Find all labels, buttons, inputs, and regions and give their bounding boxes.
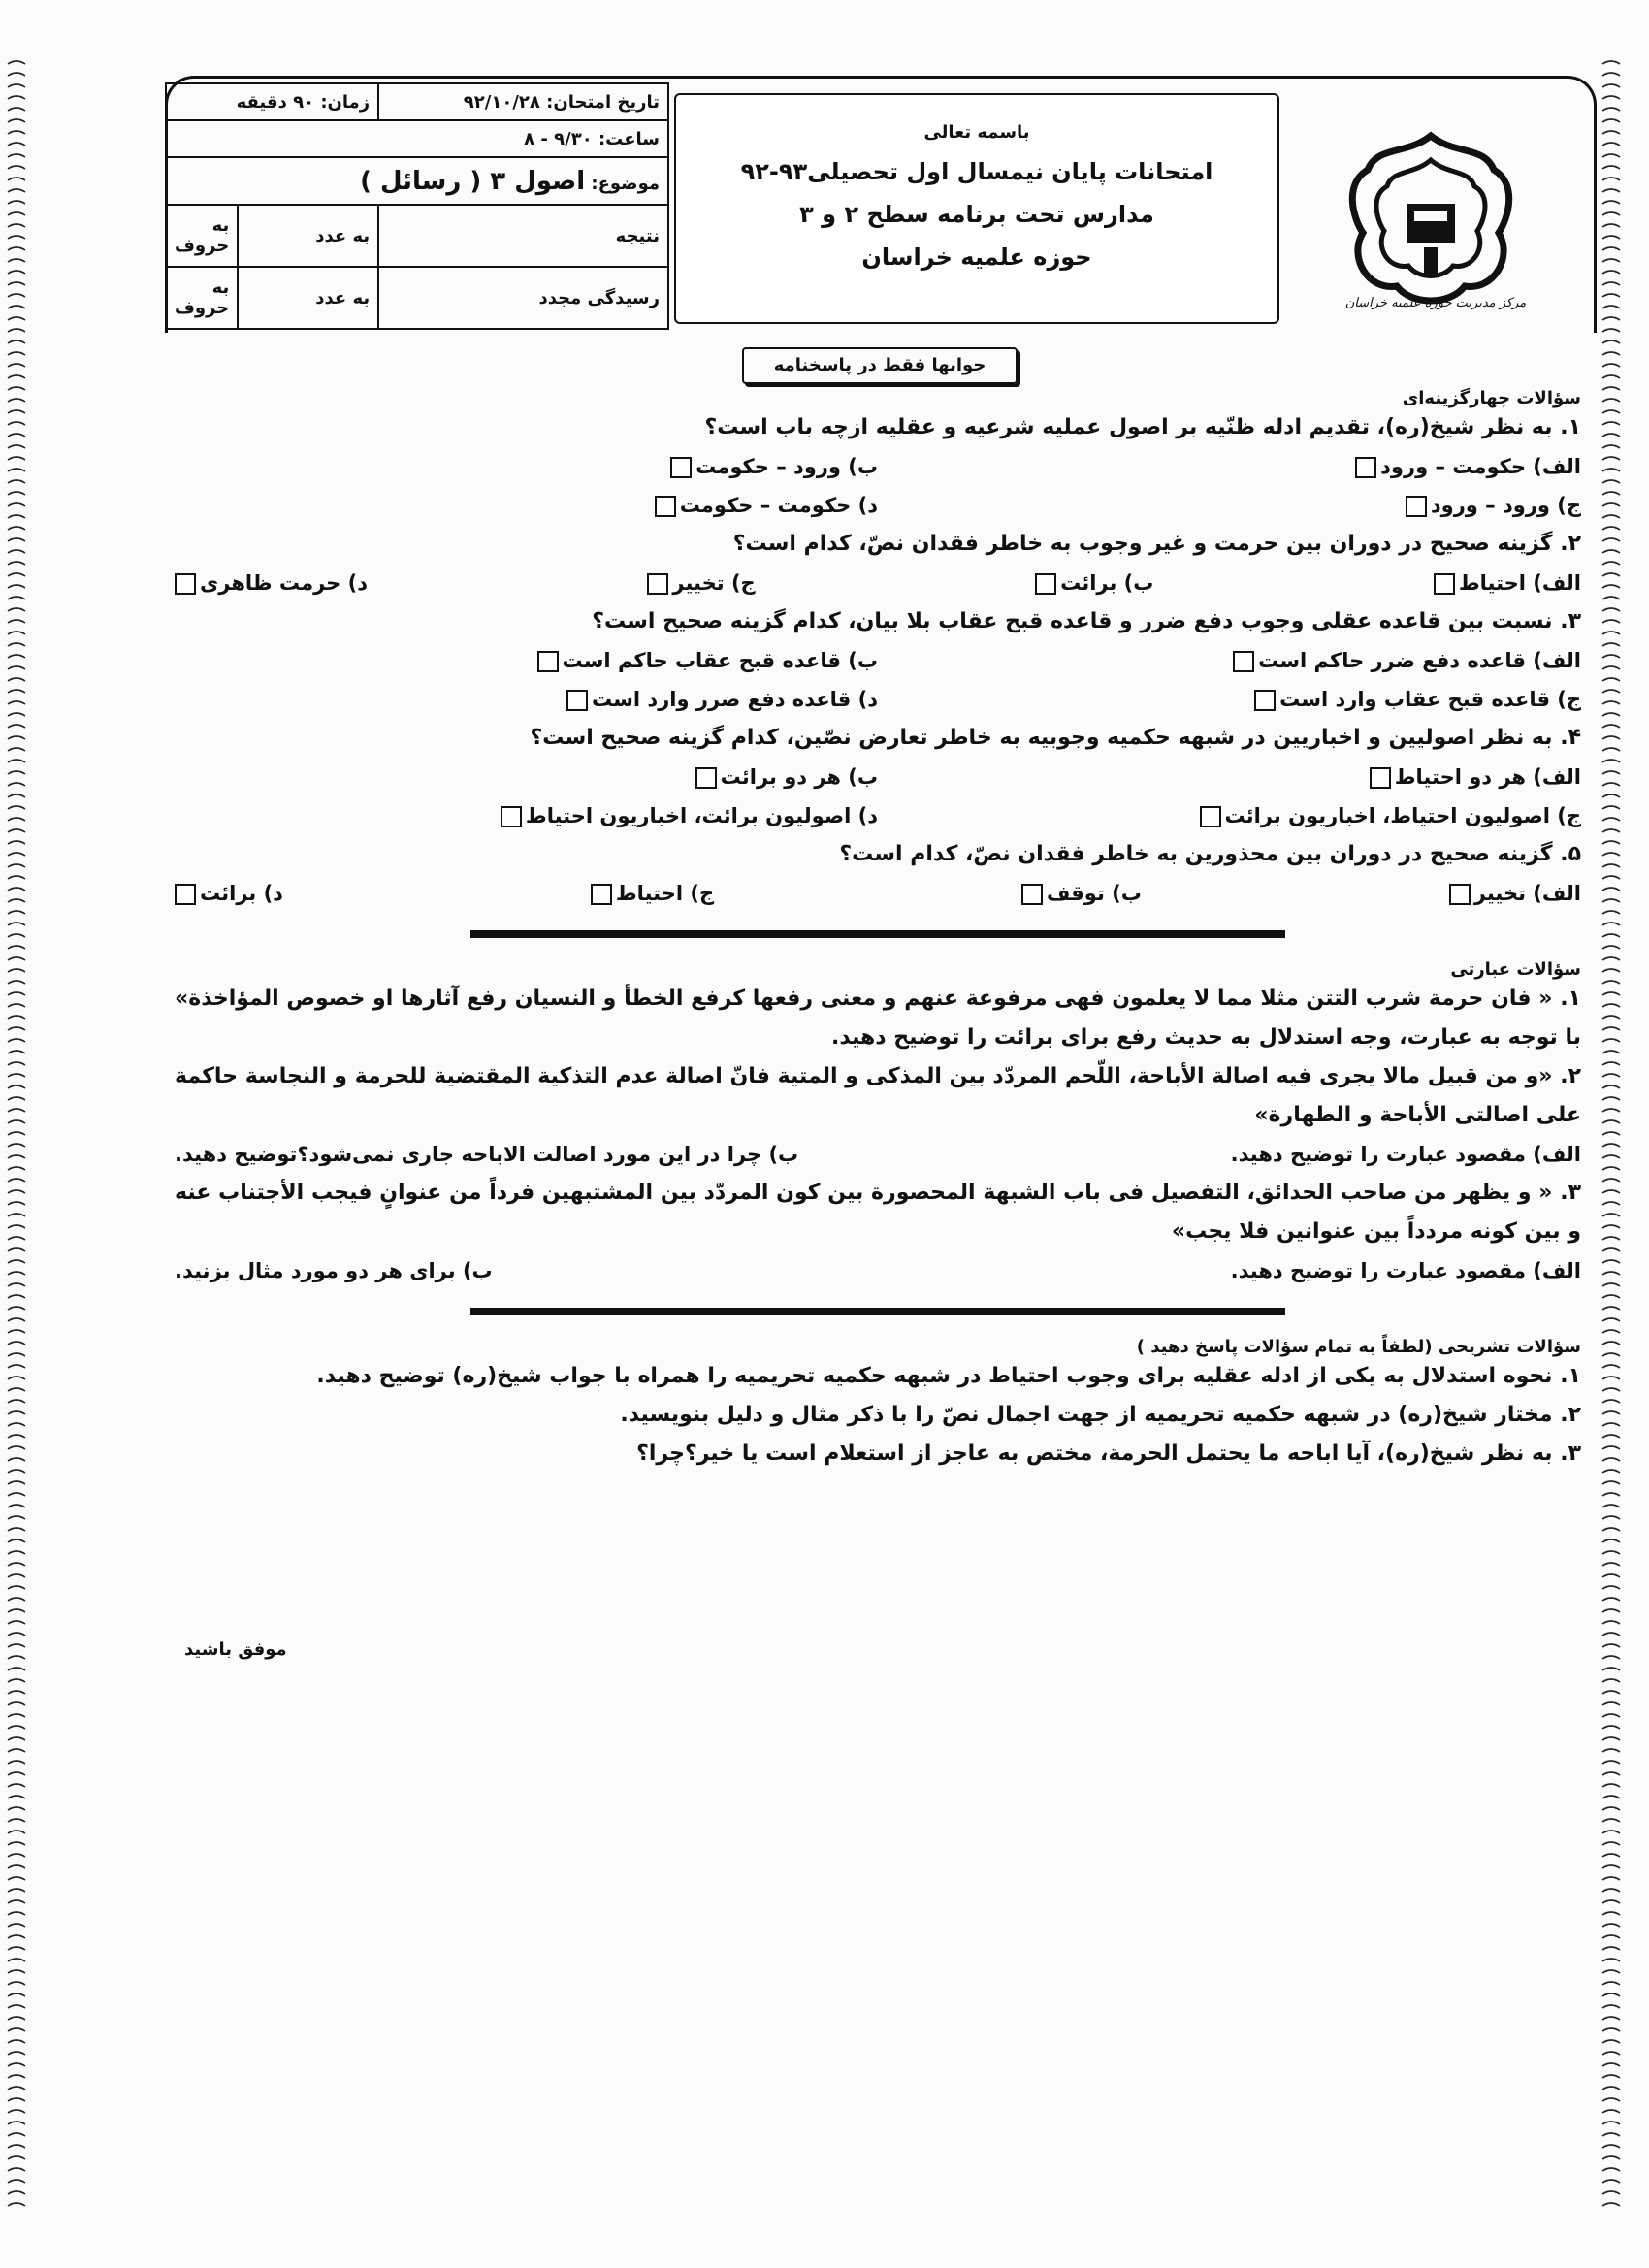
- mcq-options-row: [175, 680, 1581, 719]
- checkbox-icon[interactable]: [591, 884, 612, 905]
- mcq-option-label: ب) برائت: [1060, 571, 1154, 595]
- mcq-option[interactable]: [175, 680, 878, 719]
- mcq-option-label: د) قاعده دفع ضرر وارد است: [592, 688, 878, 711]
- checkbox-icon[interactable]: [670, 457, 692, 478]
- mcq-option-label: د) حکومت – حکومت: [679, 494, 878, 517]
- mcq-option[interactable]: [175, 447, 878, 486]
- review-numbers-cell[interactable]: به عدد: [238, 267, 378, 329]
- mcq-option-label: ب) هر دو برائت: [720, 765, 878, 789]
- phrasal-question-3-parts: [175, 1251, 1581, 1290]
- phrasal-section-title: سؤالات عبارتی: [1450, 959, 1581, 980]
- checkbox-icon[interactable]: [537, 651, 559, 672]
- duration-label: زمان:: [320, 91, 371, 113]
- spiral-binding: [1600, 58, 1622, 2210]
- mcq-option-label: ج) قاعده قبح عقاب وارد است: [1279, 688, 1581, 711]
- mcq-option[interactable]: [1449, 874, 1581, 913]
- section-divider: [470, 930, 1285, 938]
- checkbox-icon[interactable]: [695, 767, 717, 789]
- mcq-options-row: [175, 874, 1581, 913]
- checkbox-icon[interactable]: [1200, 806, 1221, 827]
- result-label: نتیجه: [378, 205, 668, 267]
- mcq-option-label: ج) اصولیون احتیاط، اخباریون برائت: [1224, 804, 1581, 827]
- mcq-options-row: [175, 758, 1581, 796]
- mcq-option-label: الف) تخییر: [1473, 882, 1581, 905]
- descriptive-question-2: ۲. مختار شیخ(ره) در شبهه حکمیه تحریمیه از جهت اجمال نصّ را با ذکر مثال و دلیل بنویسید.: [620, 1403, 1581, 1427]
- good-luck-text: موفق باشید: [184, 1639, 287, 1660]
- mcq-options-row: [175, 641, 1581, 680]
- review-letters-cell[interactable]: به حروف: [166, 267, 238, 329]
- mcq-option-label: ج) تخییر: [672, 571, 756, 595]
- phrasal-q3-part-b: ب) برای هر دو مورد مثال بزنید.: [175, 1259, 493, 1282]
- mcq-option[interactable]: [878, 796, 1581, 835]
- mcq-options-row: [175, 447, 1581, 486]
- checkbox-icon[interactable]: [175, 573, 196, 595]
- bismillah: باسمه تعالی: [923, 122, 1030, 143]
- mcq-options-row: [175, 796, 1581, 835]
- result-numbers-cell[interactable]: به عدد: [238, 205, 378, 267]
- mcq-option-label: الف) هر دو احتیاط: [1394, 765, 1581, 789]
- mcq-option-label: ج) احتیاط: [615, 882, 715, 905]
- logo-caption: مرکز مدیریت حوزه علمیه خراسان: [1344, 296, 1527, 310]
- mcq-option[interactable]: [878, 641, 1581, 680]
- answers-only-notice: جوابها فقط در پاسخنامه: [742, 347, 1018, 384]
- mcq-option[interactable]: [1434, 564, 1581, 602]
- mcq-options-row: [175, 486, 1581, 525]
- checkbox-icon[interactable]: [655, 496, 676, 517]
- subject-label: موضوع:: [591, 173, 660, 194]
- mcq-section-title: سؤالات چهارگزینه‌ای: [1402, 388, 1581, 408]
- mcq-option[interactable]: [175, 796, 878, 835]
- mcq-option-label: الف) قاعده دفع ضرر حاکم است: [1258, 649, 1581, 672]
- review-label: رسیدگی مجدد: [378, 267, 668, 329]
- mcq-option-label: ب) ورود – حکومت: [695, 455, 878, 478]
- mcq-question: ۱. به نظر شیخ(ره)، تقدیم ادله ظنّیه بر اصول عملیه شرعیه و عقلیه ازچه باب است؟: [704, 415, 1581, 439]
- mcq-option[interactable]: [175, 874, 283, 913]
- mcq-option[interactable]: [878, 447, 1581, 486]
- mcq-option-label: ب) قاعده قبح عقاب حاکم است: [562, 649, 878, 672]
- mcq-question: ۴. به نظر اصولیین و اخباریین در شبهه حکمیه وجوبیه به خاطر تعارض نصّین، کدام گزینه صحیح است؟: [530, 726, 1581, 750]
- phrasal-q3-part-a: الف) مقصود عبارت را توضیح دهید.: [1230, 1259, 1581, 1282]
- mcq-list: [175, 408, 1581, 913]
- mcq-option[interactable]: [175, 564, 368, 602]
- result-letters-cell[interactable]: به حروف: [166, 205, 238, 267]
- checkbox-icon[interactable]: [1233, 651, 1254, 672]
- mcq-option[interactable]: [1035, 564, 1153, 602]
- mcq-option[interactable]: [878, 680, 1581, 719]
- section-divider: [470, 1308, 1285, 1315]
- mcq-option[interactable]: [175, 758, 878, 796]
- checkbox-icon[interactable]: [1035, 573, 1056, 595]
- checkbox-icon[interactable]: [501, 806, 522, 827]
- mcq-option[interactable]: [591, 874, 714, 913]
- mcq-option-label: د) اصولیون برائت، اخباریون احتیاط: [525, 804, 878, 827]
- subject-value: اصول ۳ ( رسائل ): [360, 166, 586, 196]
- descriptive-section-title: سؤالات تشریحی (لطفاً به تمام سؤالات پاسخ دهید ): [1136, 1337, 1581, 1357]
- mcq-question: ۳. نسبت بین قاعده عقلی وجوب دفع ضرر و قاعده قبح عقاب بلا بیان، کدام گزینه صحیح است؟: [592, 609, 1581, 633]
- time-label: ساعت:: [598, 128, 660, 149]
- duration-value: ۹۰ دقیقه: [236, 91, 315, 113]
- spiral-binding: [6, 58, 27, 2210]
- mcq-question: ۵. گزینه صحیح در دوران بین محذورین به خاطر فقدان نصّ، کدام است؟: [839, 842, 1581, 866]
- checkbox-icon[interactable]: [566, 690, 588, 711]
- seminary-name: حوزه علمیه خراسان: [861, 243, 1092, 271]
- exam-title-banner: [674, 93, 1279, 324]
- mcq-question: ۲. گزینه صحیح در دوران بین حرمت و غیر وجوب به خاطر فقدان نصّ، کدام است؟: [732, 532, 1581, 556]
- mcq-option[interactable]: [1021, 874, 1142, 913]
- checkbox-icon[interactable]: [1449, 884, 1471, 905]
- mcq-option-label: ب) توقف: [1047, 882, 1142, 905]
- mcq-option[interactable]: [175, 641, 878, 680]
- checkbox-icon[interactable]: [647, 573, 668, 595]
- checkbox-icon[interactable]: [1406, 496, 1427, 517]
- date-label: تاریخ امتحان:: [546, 91, 660, 113]
- phrasal-question-1: ۱. « فان حرمة شرب التتن مثلا مما لا یعلمون فهی مرفوعة عنهم و معنی رفعها کرفع الخطأ و النسیان رفع آثارها او خصوص المؤاخذة» با توجه به عبارت، وجه استدلال به حدیث رفع برای برائت را توضیح دهید.: [175, 987, 1581, 1050]
- schools-line: مدارس تحت برنامه سطح ۲ و ۳: [799, 201, 1154, 228]
- descriptive-question-3: ۳. به نظر شیخ(ره)، آیا اباحه ما یحتمل الحرمة، مختص به عاجز از استعلام است یا خیر؟چرا؟: [636, 1442, 1581, 1466]
- mcq-options-row: [175, 564, 1581, 602]
- phrasal-q2-part-a: الف) مقصود عبارت را توضیح دهید.: [1230, 1143, 1581, 1166]
- mcq-option-label: الف) احتیاط: [1458, 571, 1581, 595]
- checkbox-icon[interactable]: [175, 884, 196, 905]
- checkbox-icon[interactable]: [1370, 767, 1391, 789]
- mcq-option-label: د) حرمت ظاهری: [200, 571, 368, 595]
- exam-title: امتحانات پایان نیمسال اول تحصیلی۹۳-۹۲: [740, 158, 1213, 185]
- checkbox-icon[interactable]: [1434, 573, 1455, 595]
- mcq-option[interactable]: [878, 758, 1581, 796]
- time-value: ۹/۳۰ - ۸: [524, 128, 593, 149]
- exam-content: [175, 388, 1581, 1474]
- phrasal-question-2: ۲. «و من قبیل مالا یجری فیه اصالة الأباحة، اللّحم المردّد بین المذکی و المتیة فانّ اصالة عدم التذکیة المقتضیة للحرمة و النجاسة حاکمة علی اصالتی الأباحة و الطهارة»: [175, 1064, 1581, 1127]
- seminary-logo-icon: [1339, 126, 1523, 320]
- phrasal-question-2-parts: [175, 1135, 1581, 1174]
- mcq-option[interactable]: [647, 564, 755, 602]
- checkbox-icon[interactable]: [1021, 884, 1043, 905]
- exam-info-table: [165, 82, 669, 330]
- mcq-option[interactable]: [175, 486, 878, 525]
- mcq-option-label: د) برائت: [200, 882, 283, 905]
- phrasal-question-3: ۳. « و یظهر من صاحب الحدائق، التفصیل فی باب الشبهة المحصورة بین کون المردّد بین المشتبهین فرداً من عنوانٍ فیجب الأجتناب عنه و بین کونه مردداً بین عنوانین فلا یجب»: [175, 1181, 1581, 1244]
- mcq-option-label: الف) حکومت – ورود: [1380, 455, 1581, 478]
- date-value: ۹۲/۱۰/۲۸: [463, 91, 540, 113]
- checkbox-icon[interactable]: [1355, 457, 1376, 478]
- checkbox-icon[interactable]: [1254, 690, 1276, 711]
- phrasal-q2-part-b: ب) چرا در این مورد اصالت الاباحه جاری نمی‌شود؟توضیح دهید.: [175, 1143, 799, 1166]
- mcq-option[interactable]: [878, 486, 1581, 525]
- descriptive-question-1: ۱. نحوه استدلال به یکی از ادله عقلیه برای وجوب احتیاط در شبهه حکمیه تحریمیه را همراه با جواب شیخ(ره) توضیح دهید.: [316, 1364, 1581, 1388]
- mcq-option-label: ج) ورود – ورود: [1430, 494, 1581, 517]
